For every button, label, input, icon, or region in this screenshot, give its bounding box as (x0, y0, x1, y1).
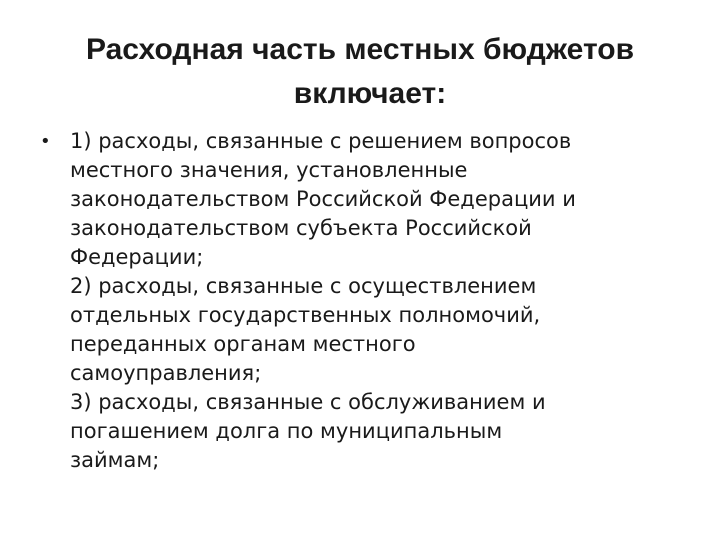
bullet-dot-icon: • (40, 131, 51, 152)
text-line: 3) расходы, связанные с обслуживанием и (70, 390, 546, 414)
title-line-1: Расходная часть местных бюджетов (85, 33, 635, 66)
slide-title (0, 28, 720, 116)
text-line: займам; (70, 448, 160, 472)
text-line: 2) расходы, связанные с осуществлением (70, 274, 537, 298)
text-line: самоуправления; (70, 361, 262, 385)
bullet-text (70, 127, 690, 475)
text-line: Федерации; (70, 245, 204, 269)
text-line: погашением долга по муниципальным (70, 419, 503, 443)
title-line-2: включает: (293, 77, 447, 110)
text-line: отдельных государственных полномочий, (70, 303, 541, 327)
content-area (40, 127, 690, 475)
text-line: переданных органам местного (70, 332, 416, 356)
text-line: 1) расходы, связанные с решением вопросов (70, 129, 572, 153)
bullet-item (40, 127, 690, 475)
text-line: законодательством субъекта Российской (70, 216, 532, 240)
text-line: местного значения, установленные (70, 158, 468, 182)
text-line: законодательством Российской Федерации и (70, 187, 576, 211)
